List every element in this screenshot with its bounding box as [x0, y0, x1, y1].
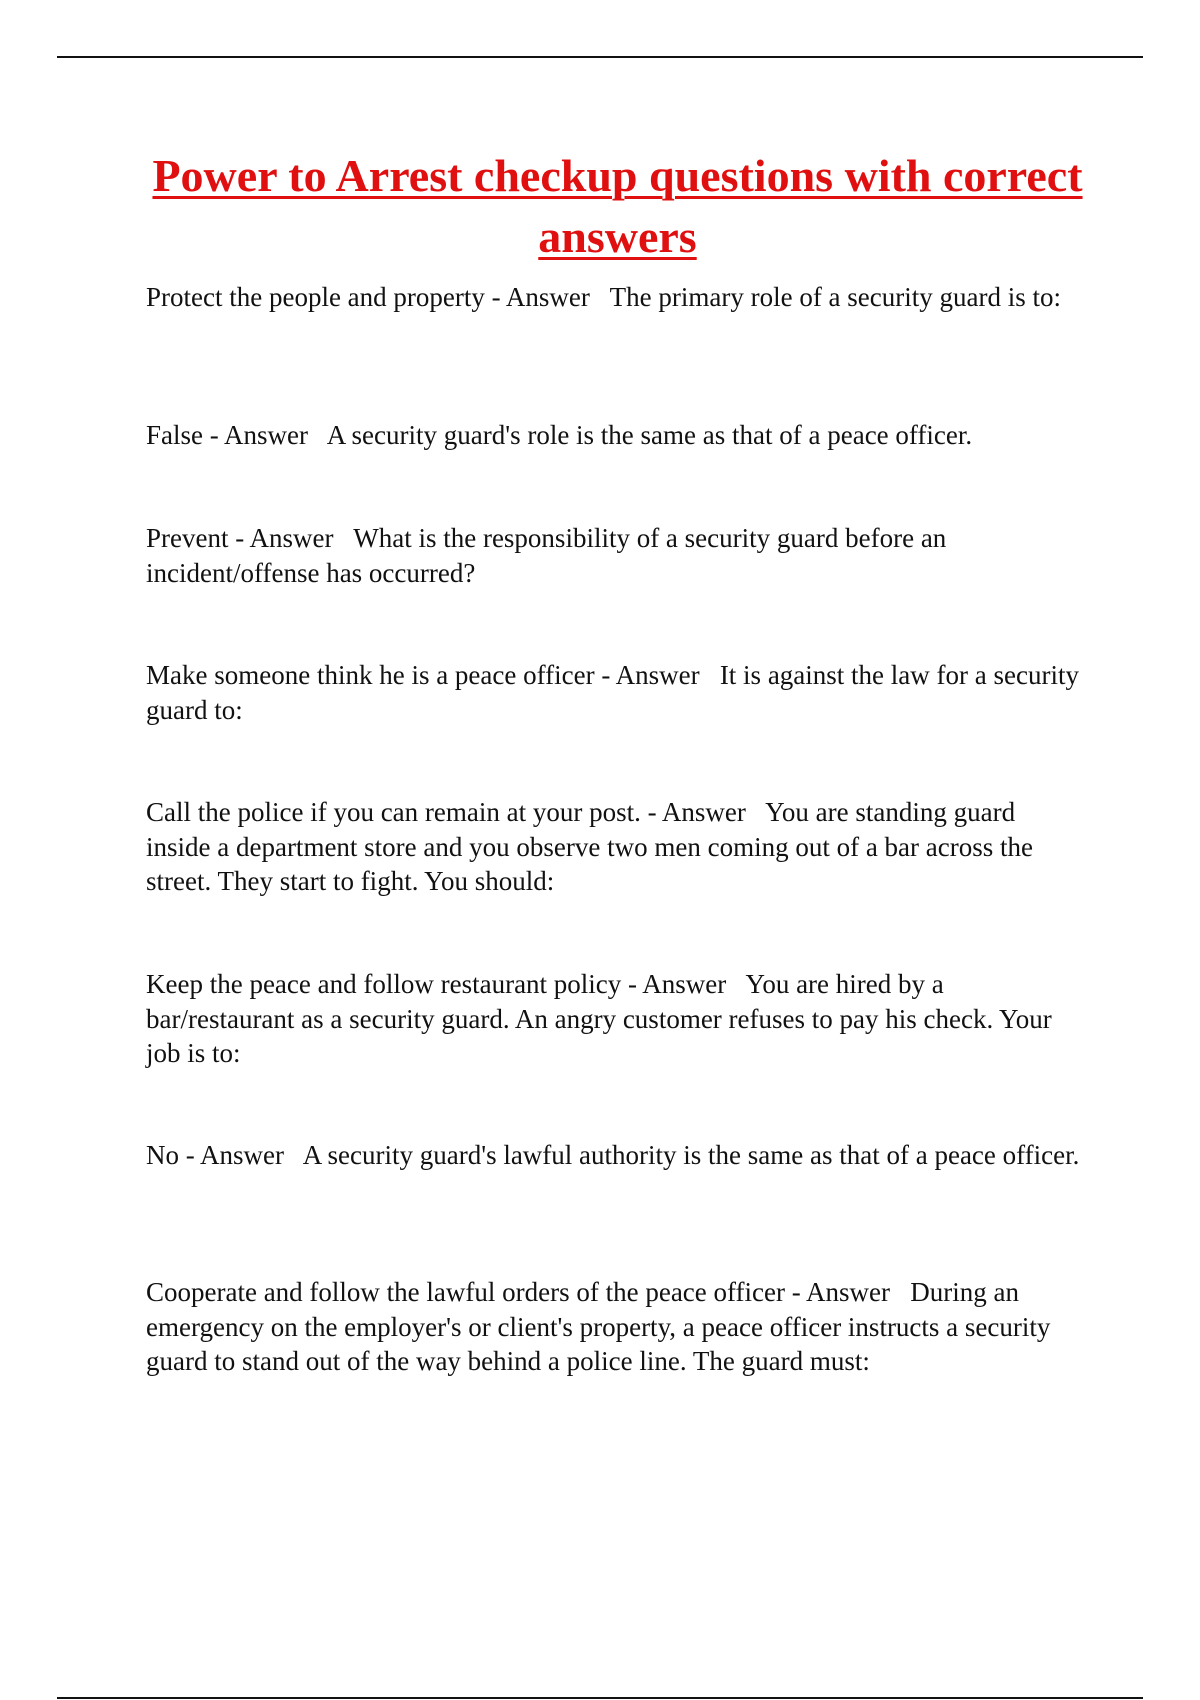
answer-marker: - Answer [228, 523, 334, 553]
question-text: During an emergency on the employer's or client's property, a peace officer instructs a security guard to stand out of the way behind a police line. The guard must: [146, 1277, 1051, 1376]
answer-text: Call the police if you can remain at your post. [146, 797, 641, 827]
answer-marker: - Answer [784, 1277, 890, 1307]
qa-item-7 [146, 1138, 1086, 1173]
qa-item-3 [146, 521, 1086, 590]
qa-item-4 [146, 658, 1086, 727]
answer-text: Cooperate and follow the lawful orders of the peace officer [146, 1277, 785, 1307]
question-text: A security guard's role is the same as that of a peace officer. [326, 420, 973, 450]
answer-marker: - Answer [640, 797, 746, 827]
answer-text: Keep the peace and follow restaurant policy [146, 969, 622, 999]
answer-marker: - Answer [621, 969, 727, 999]
question-text: A security guard's lawful authority is the same as that of a peace officer. [302, 1140, 1080, 1170]
answer-text: No [146, 1140, 179, 1170]
question-text: The primary role of a security guard is to: [609, 282, 1061, 312]
footer-rule [57, 1697, 1143, 1699]
answer-marker: - Answer [594, 660, 700, 690]
answer-text: Make someone think he is a peace officer [146, 660, 595, 690]
question-text: You are standing guard inside a department store and you observe two men coming out of a bar across the street. They start to fight. You should: [146, 797, 1033, 896]
qa-item-2 [146, 418, 1086, 453]
answer-marker: - Answer [179, 1140, 284, 1170]
question-text: It is against the law for a security guard to: [146, 660, 1079, 725]
answer-text: False [146, 420, 203, 450]
qa-item-5 [146, 795, 1086, 899]
answer-marker: - Answer [484, 282, 590, 312]
qa-item-8 [146, 1275, 1086, 1379]
page-title: Power to Arrest checkup questions with correct answers [152, 150, 1083, 262]
answer-text: Prevent [146, 523, 229, 553]
question-text: What is the responsibility of a security guard before an incident/offense has occurred? [146, 523, 947, 588]
qa-item-6 [146, 967, 1086, 1071]
qa-item-1 [146, 280, 1086, 315]
header-rule [57, 56, 1143, 58]
question-text: You are hired by a bar/restaurant as a security guard. An angry customer refuses to pay his check. Your job is to: [146, 969, 1052, 1068]
answer-marker: - Answer [203, 420, 308, 450]
answer-text: Protect the people and property [146, 282, 485, 312]
